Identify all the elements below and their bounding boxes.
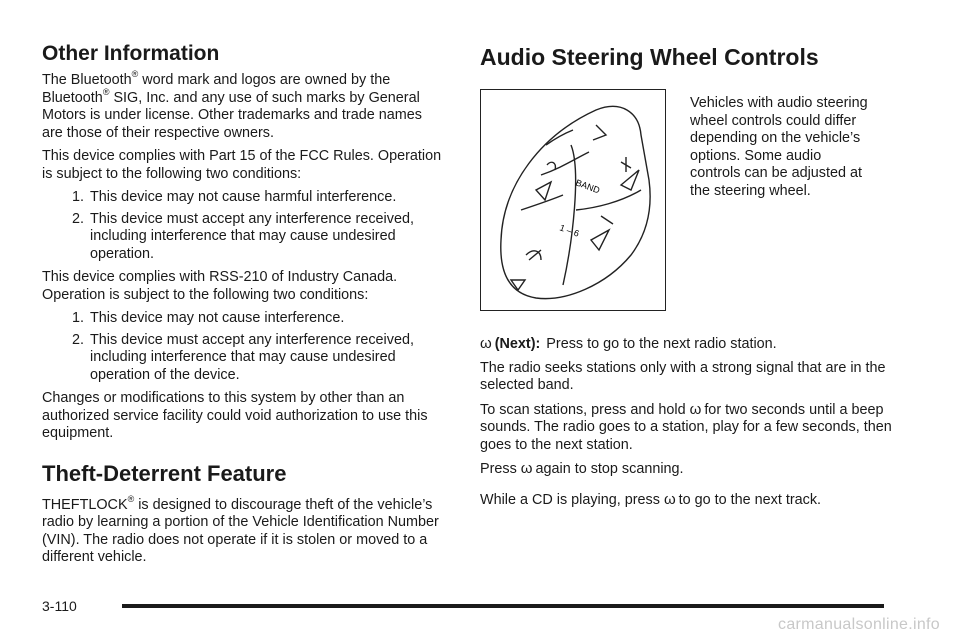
next-icon: ω — [480, 335, 492, 352]
changes-paragraph: Changes or modifications to this system by other than an authorized service facility could void authorization to use this equipment. — [42, 390, 428, 441]
list-item: 1. This device may not cause interference. — [88, 310, 442, 328]
triangle-up-icon — [593, 125, 606, 140]
list-item: 2. This device must accept any interference received, including interference that may cause undesired operation. — [88, 211, 442, 264]
fcc-conditions-list — [42, 189, 442, 263]
scan-paragraph: To scan stations, press and hold ω for two seconds until a beep sounds. The radio goes to a station, play for a few seconds, then goes to the next station. — [480, 400, 892, 453]
seek-paragraph: The radio seeks stations only with a strong signal that are in the selected band. — [480, 359, 886, 393]
left-column — [42, 42, 442, 573]
phone-icon — [547, 162, 555, 170]
rss-paragraph: This device complies with RSS-210 of Industry Canada. Operation is subject to the following two conditions: — [42, 269, 398, 303]
mute-icon — [536, 182, 551, 200]
list-item: 1. This device may not cause harmful interference. — [88, 189, 442, 207]
registered-mark: ® — [131, 69, 139, 80]
registered-mark: ® — [127, 493, 135, 504]
rss-conditions-list — [42, 310, 442, 384]
theft-deterrent-heading: Theft-Deterrent Feature — [42, 460, 287, 486]
minus-icon — [601, 216, 613, 224]
next-icon: ω — [689, 400, 702, 418]
range-label: 1 – 6 — [558, 222, 581, 239]
next-icon: ω — [520, 460, 533, 477]
triangle-down-icon — [511, 280, 525, 290]
fcc-paragraph: This device complies with Part 15 of the FCC Rules. Operation is subject to the following two conditions: — [42, 148, 442, 182]
steering-controls-figure — [480, 89, 666, 311]
cd-paragraph: While a CD is playing, press ω to go to the next track. — [480, 490, 822, 508]
volume-up-icon — [621, 170, 639, 190]
other-information-heading: Other Information — [42, 42, 220, 65]
list-item: 2. This device must accept any interference received, including interference that may cause undesired operation of the device. — [88, 332, 442, 385]
watermark: carmanualsonline.info — [778, 616, 940, 633]
band-label: BAND — [574, 177, 602, 196]
steering-controls-illustration — [481, 90, 667, 312]
theftlock-paragraph: THEFTLOCK® is designed to discourage theft of the vehicle’s radio by learning a portion of the Vehicle Identification Number (VIN). The radio does not operate if it is stolen or moved to a different vehicle. — [42, 493, 439, 565]
registered-mark: ® — [102, 86, 110, 97]
footer-rule — [122, 604, 884, 608]
next-label: (Next): — [494, 336, 541, 352]
divider-line — [563, 145, 576, 285]
divider-line — [576, 190, 641, 210]
figure-row — [480, 89, 900, 311]
volume-down-icon — [591, 230, 609, 250]
page-number: 3-110 — [42, 598, 77, 614]
bluetooth-paragraph: The Bluetooth® word mark and logos are owned by the Bluetooth® SIG, Inc. and any use of such marks by General Motors is under license. Other trademarks and trade names are those of their respective owners. — [42, 69, 422, 141]
voice-icon — [526, 250, 541, 260]
audio-controls-heading: Audio Steering Wheel Controls — [480, 44, 819, 70]
right-column — [480, 44, 900, 515]
stop-scan-paragraph: Press ω again to stop scanning. — [480, 460, 684, 477]
next-description: ω (Next): Press to go to the next radio station. — [480, 335, 777, 352]
next-icon: ω — [663, 490, 676, 508]
figure-caption: Vehicles with audio steering wheel controls could differ depending on the vehicle’s options. Some audio controls can be adjusted at the steering wheel. — [690, 95, 868, 199]
plus-icon — [621, 157, 631, 172]
